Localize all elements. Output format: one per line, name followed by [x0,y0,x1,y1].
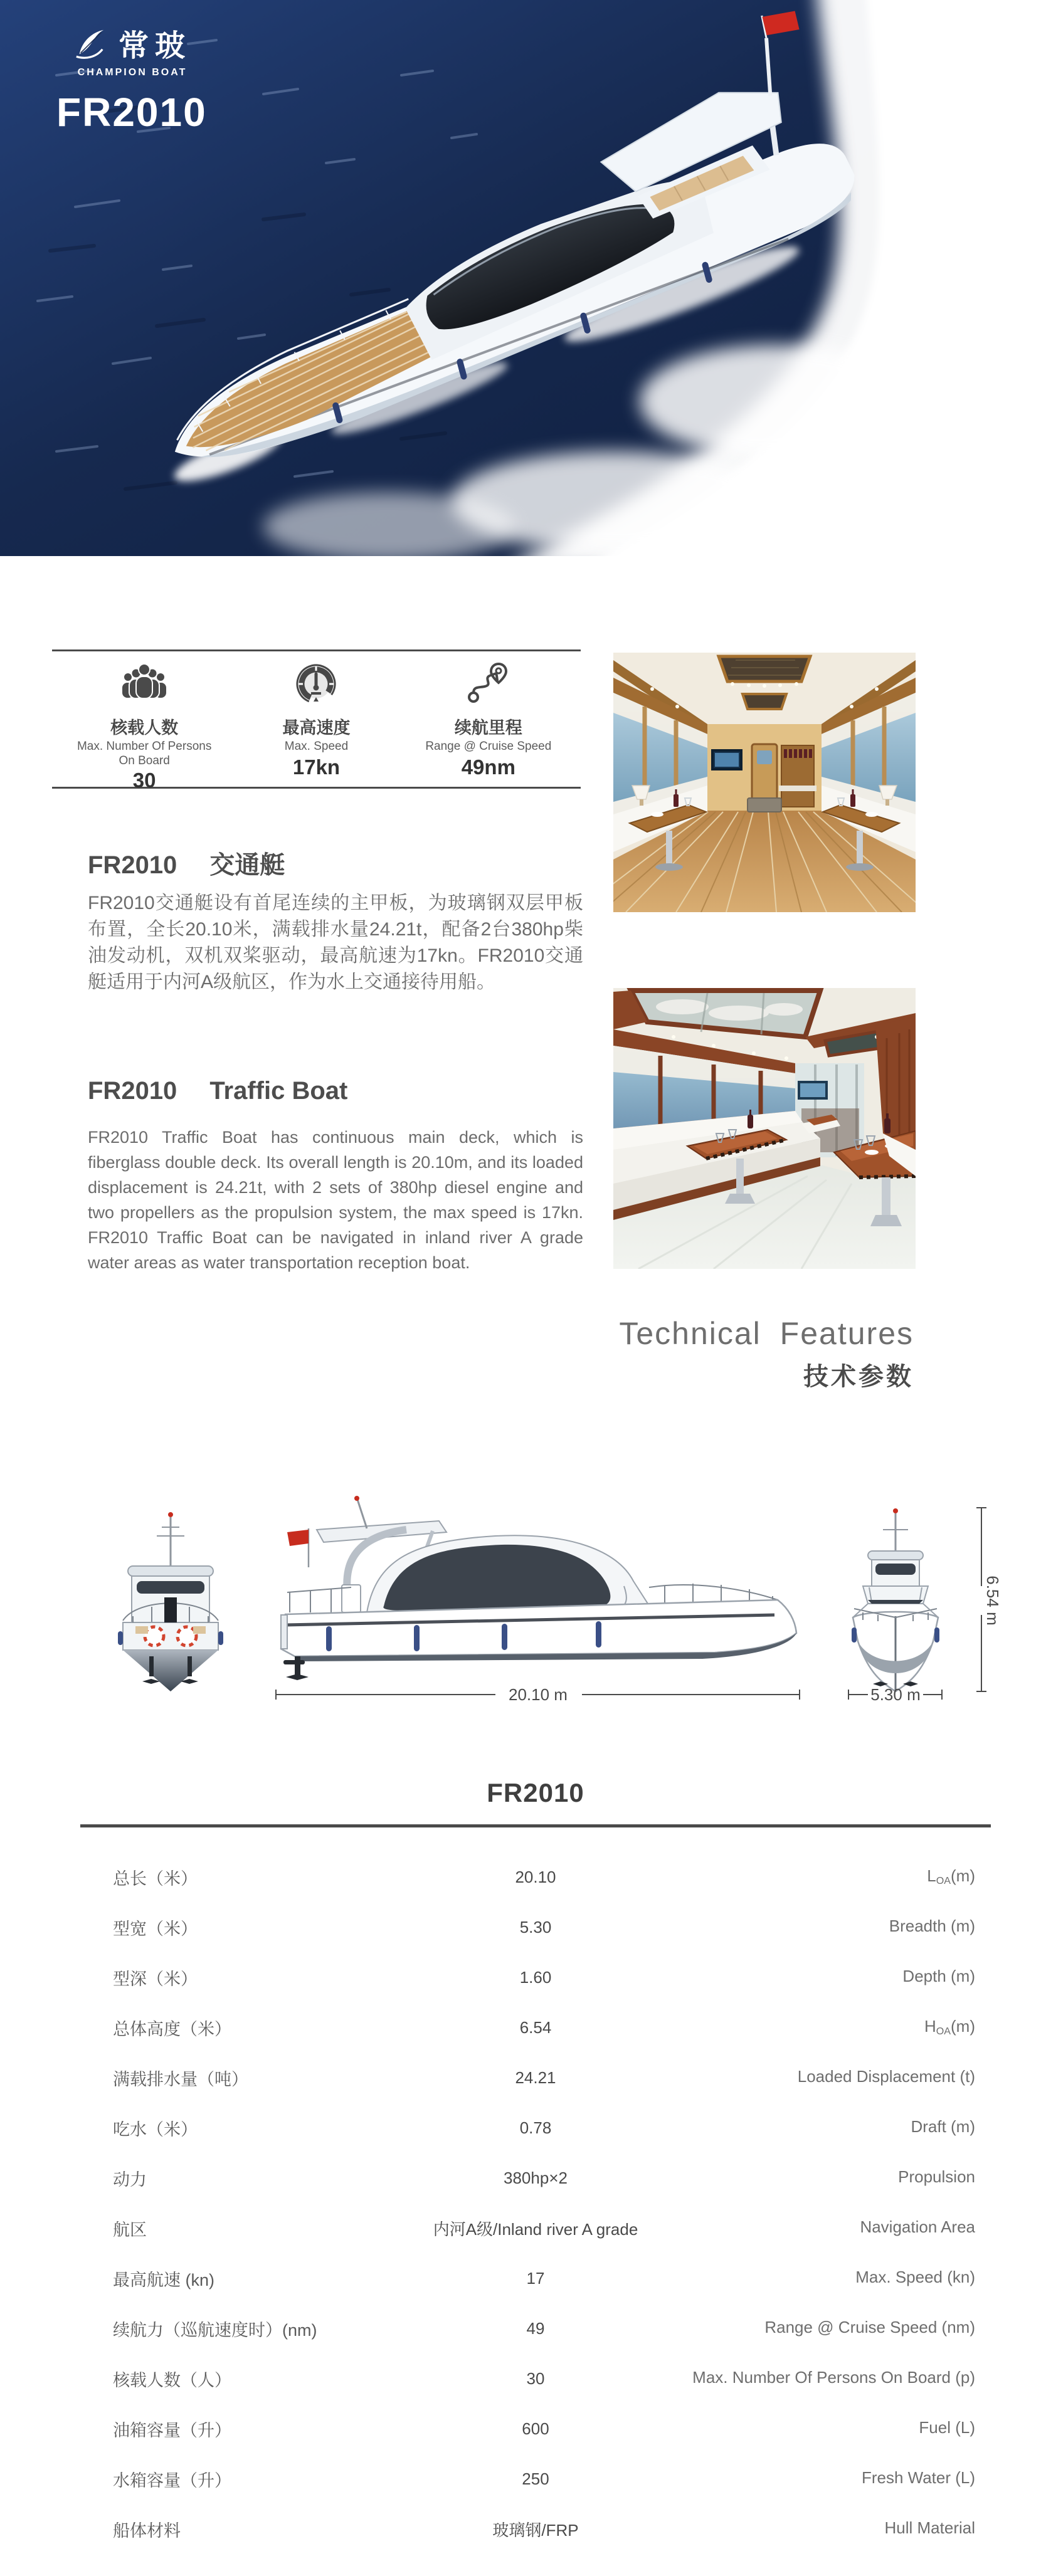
intro-en-body: FR2010 Traffic Boat has continuous main deck, which is fiberglass double deck. Its overall length is 20.10m, and its loaded displacement is 24.21t, with 2 sets of 380hp diesel engine and two propellers as the propulsion system, the max speed is 17kn. FR2010 Traffic Boat can be navigated in inland river A grade water areas as water transportation reception boat. [88,1128,583,1272]
spec-label-cn: 总体高度（米） [113,2019,231,2039]
spec-label-en: Loaded Displacement (t) [797,2067,975,2086]
spec-label-en: Depth (m) [902,1967,975,1986]
spec-label-en: Navigation Area [860,2217,975,2237]
spec-label-cn: 船体材料 [113,2521,181,2540]
key-spec-value: 17kn [292,755,341,779]
spec-value: 0.78 [519,2118,552,2137]
drawing-bow-view [852,1508,939,1691]
spec-label-cn: 续航力（巡航速度时）(nm) [113,2320,317,2340]
table-row [80,2454,991,2504]
drawing-stern-view [118,1512,223,1691]
spec-label-cn: 油箱容量（升） [113,2421,231,2440]
dimension-beam-label: 5.30 m [870,1685,921,1704]
table-row [80,1952,991,2002]
spec-table-rows [80,1852,991,2554]
spec-value: 30 [526,2368,545,2388]
table-row [80,2404,991,2454]
hero-model-title: FR2010 [56,90,207,135]
key-spec-label-cn: 续航里程 [454,718,522,737]
spec-table-rule [80,1824,991,1827]
dimension-length-label: 20.10 m [509,1685,568,1704]
spec-value: 600 [522,2419,549,2438]
table-row [80,2253,991,2303]
hero-section [0,0,1041,556]
key-spec-label-en: Range @ Cruise Speed [425,740,552,753]
table-row [80,2504,991,2554]
spec-value: 玻璃钢/FRP [492,2520,579,2540]
intro-cn-model: FR2010 [88,851,177,879]
intro-en-model: FR2010 [88,1077,177,1105]
spec-table [80,1774,991,2554]
brand-logo [60,21,204,78]
spec-label-cn: 总长（米） [113,1869,198,1888]
spec-label-cn: 航区 [113,2220,147,2239]
spec-label-cn: 水箱容量（升） [113,2471,231,2490]
intro-cn-type: 交通艇 [209,851,285,879]
spec-table-title: FR2010 [487,1778,584,1807]
spec-label-en: Max. Speed (kn) [855,2268,975,2287]
key-spec-label-cn: 最高速度 [282,718,351,737]
key-spec-range [403,660,574,779]
spec-label-en: Fresh Water (L) [861,2468,975,2488]
drawing-side-view [281,1496,796,1680]
table-row [80,2303,991,2353]
spec-label-cn: 型深（米） [113,1969,198,1989]
spec-label-en: Hull Material [884,2518,975,2538]
spec-label-cn: 最高航速 (kn) [113,2270,214,2289]
spec-value: 380hp×2 [504,2168,568,2187]
spec-value: 24.21 [515,2068,556,2087]
key-spec-value: 49nm [461,755,515,779]
intro-en-type: Traffic Boat [209,1077,348,1105]
key-spec-value: 30 [132,768,156,792]
spec-label-cn: 核载人数（人） [113,2370,231,2390]
brand-name-cn: 常玻 [118,29,191,63]
table-row [80,2103,991,2153]
spec-label-cn: 动力 [113,2170,147,2189]
spec-label-en: Range @ Cruise Speed (nm) [764,2318,975,2337]
key-specs-band [52,649,581,792]
spec-label-en: Propulsion [898,2167,975,2187]
speedometer-icon [291,660,341,710]
spec-label-en: Fuel (L) [919,2418,975,2437]
route-icon [463,660,514,710]
tech-features-title-en: Technical Features [619,1316,914,1351]
key-spec-passengers [58,660,230,792]
interior-photo-saloon-wood [613,653,916,912]
spec-label-en: Max. Number Of Persons On Board (p) [692,2368,975,2387]
spec-value: 内河A级/Inland river A grade [433,2219,638,2239]
intro-en-title [88,1077,583,1105]
intro-cn-title [88,845,583,881]
table-row [80,2002,991,2053]
spec-label-cn: 满载排水量（吨） [113,2069,248,2089]
spec-value: 49 [526,2318,545,2338]
feather-icon [73,26,107,60]
key-spec-label-cn: 核载人数 [110,718,179,737]
spec-value: 17 [526,2268,545,2288]
spec-value: 20.10 [515,1867,556,1886]
spec-label-en: Breadth (m) [889,1916,975,1936]
spec-label-en: Draft (m) [911,2117,975,2137]
dimension-height-label: 6.54 m [983,1575,1002,1626]
spec-value: 1.60 [519,1967,552,1987]
tech-features-title-cn: 技术参数 [803,1363,914,1391]
table-row [80,1902,991,1952]
spec-value: 5.30 [519,1917,552,1937]
table-row [80,1852,991,1902]
passengers-icon [117,660,171,710]
key-spec-max-speed [230,660,402,779]
brand-name-en: CHAMPION BOAT [77,67,188,78]
table-row [80,2203,991,2253]
spec-label-cn: 吃水（米） [113,2120,198,2139]
spec-label-en: $L_{OA}(m)$ [927,1866,975,1887]
table-row [80,2353,991,2404]
tech-features-heading [619,1315,914,1392]
spec-label-en: $H_{OA}(m)$ [924,2017,975,2037]
hero-ocean-image [0,0,1041,556]
key-spec-label-en: Max. Number Of Persons On Board [77,740,212,767]
interior-photo-saloon-white [613,988,916,1269]
technical-drawings [0,1492,1041,1743]
spec-value: 250 [522,2469,549,2488]
key-spec-label-en: Max. Speed [284,740,349,753]
spec-value: 6.54 [519,2017,552,2037]
intro-cn-body: FR2010交通艇设有首尾连续的主甲板，为玻璃钢双层甲板布置，全长20.10米，满载排水量24.21t，配备2台380hp柴油发动机，双机双桨驱动，最高航速为17kn。FR2010交通艇适用于内河A级航区，作为水上交通接待用船。 [88,893,583,992]
table-row [80,2153,991,2203]
spec-label-cn: 型宽（米） [113,1919,198,1938]
table-row [80,2053,991,2103]
